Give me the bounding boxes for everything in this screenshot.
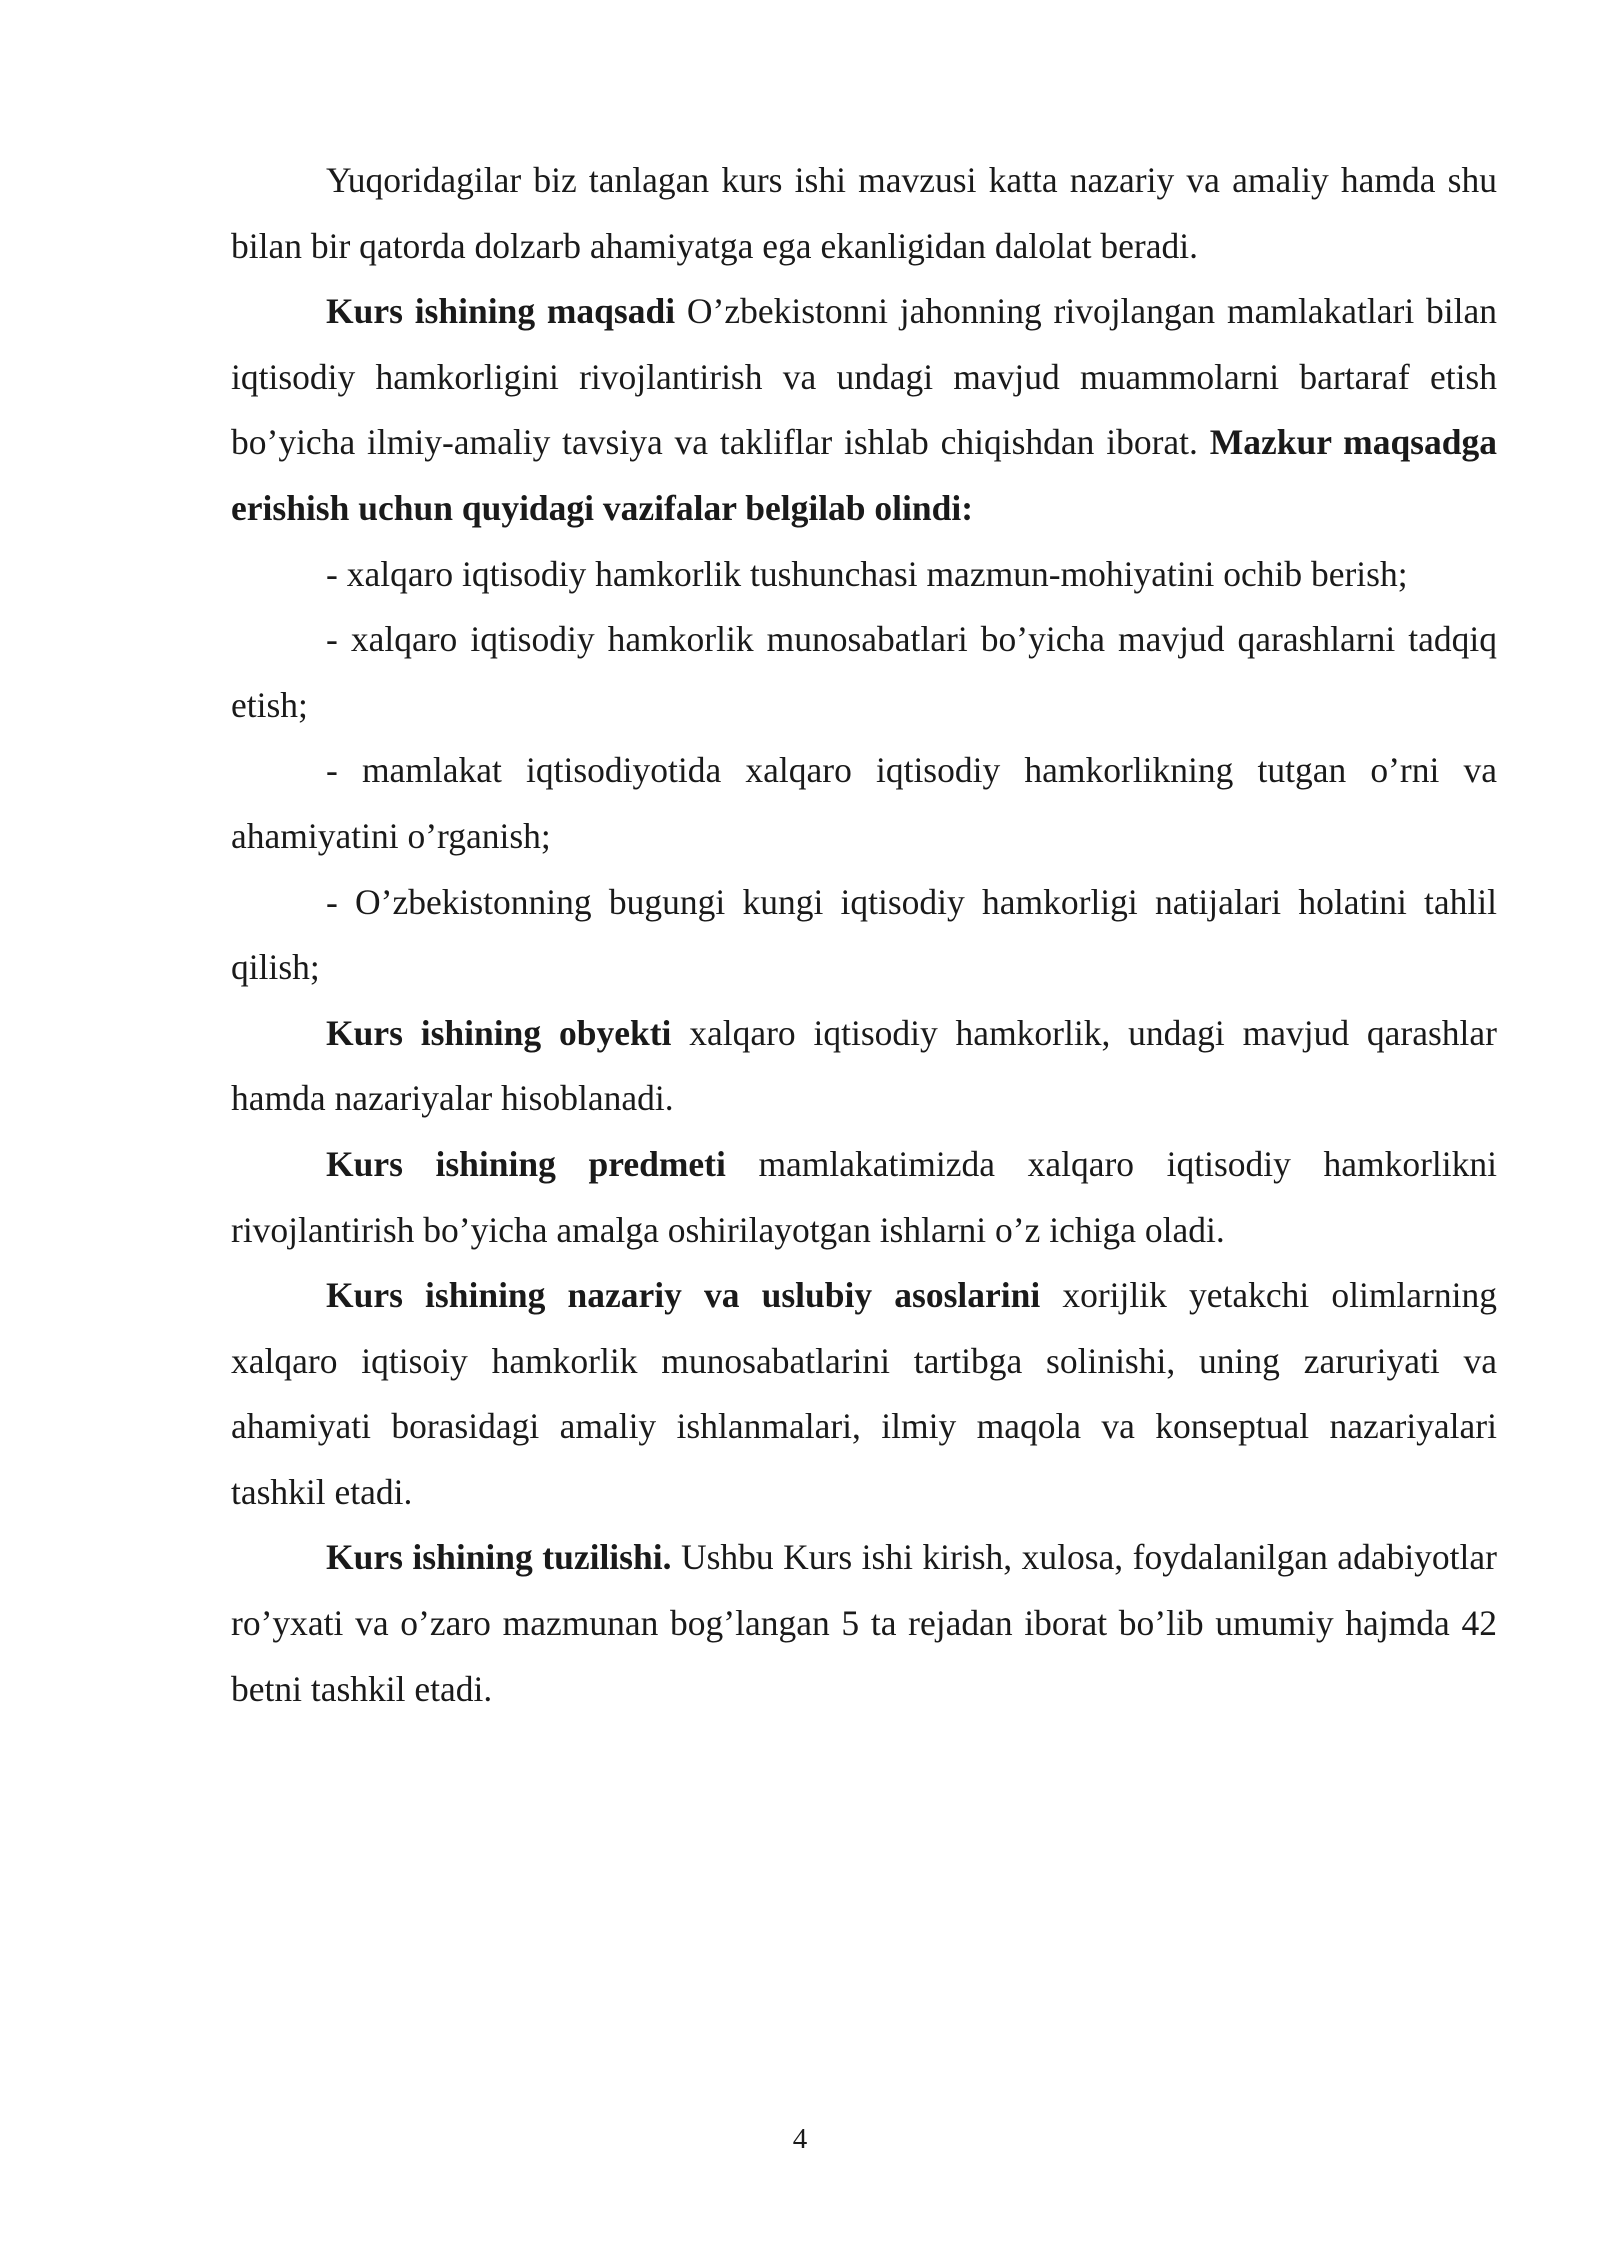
task-item bbox=[231, 607, 1497, 738]
task-text: - O’zbekistonning bugungi kungi iqtisodiy hamkorligi natijalari holatini tahlil qilish; bbox=[231, 881, 1497, 988]
task-text: - mamlakat iqtisodiyotida xalqaro iqtisodiy hamkorlikning tutgan o’rni va ahamiyatini o’rganish; bbox=[231, 750, 1497, 856]
document-body bbox=[231, 148, 1497, 1722]
structure-paragraph bbox=[231, 1525, 1497, 1722]
task-text: - xalqaro iqtisodiy hamkorlik tushunchasi mazmun-mohiyatini ochib berish; bbox=[326, 553, 1408, 594]
aim-paragraph bbox=[231, 279, 1497, 541]
object-heading: Kurs ishining obyekti bbox=[326, 1012, 672, 1053]
structure-heading: Kurs ishining tuzilishi. bbox=[326, 1537, 672, 1578]
basis-paragraph bbox=[231, 1263, 1497, 1525]
subject-paragraph bbox=[231, 1132, 1497, 1263]
basis-text: xorijlik yetakchi olimlarning xalqaro iqtisoiy hamkorlik munosabatlarini tartibga solinishi, uning zaruriyati va ahamiyati borasidagi amaliy ishlanmalari, ilmiy maqola va konseptual nazariyalari tashkil etadi. bbox=[231, 1275, 1497, 1512]
task-item bbox=[231, 738, 1497, 869]
object-text: xalqaro iqtisodiy hamkorlik, undagi mavjud qarashlar hamda nazariyalar hisoblanadi. bbox=[231, 1012, 1498, 1119]
subject-text: mamlakatimizda xalqaro iqtisodiy hamkorlikni rivojlantirish bo’yicha amalga oshirilayotgan ishlarni o’z ichiga oladi. bbox=[231, 1143, 1498, 1250]
intro-paragraph bbox=[231, 148, 1497, 279]
aim-text: O’zbekistonni jahonning rivojlangan mamlakatlari bilan iqtisodiy hamkorligini rivojlantirish va undagi mavjud muammolarni bartaraf etish bo’yicha ilmiy-amaliy tavsiya va takliflar ishlab chiqishdan iborat. bbox=[231, 291, 1497, 463]
task-item bbox=[231, 542, 1497, 608]
structure-text: Ushbu Kurs ishi kirish, xulosa, foydalanilgan adabiyotlar ro’yxati va o’zaro mazmunan bog’langan 5 ta rejadan iborat bo’lib umumiy hajmda 42 betni tashkil etadi. bbox=[231, 1537, 1497, 1709]
task-item bbox=[231, 870, 1497, 1001]
task-text: - xalqaro iqtisodiy hamkorlik munosabatlari bo’yicha mavjud qarashlarni tadqiq etish; bbox=[231, 619, 1497, 725]
basis-heading: Kurs ishining nazariy va uslubiy asoslarini bbox=[326, 1275, 1041, 1316]
intro-text: Yuqoridagilar biz tanlagan kurs ishi mavzusi katta nazariy va amaliy hamda shu bilan bir qatorda dolzarb ahamiyatga ega ekanligidan dalolat beradi. bbox=[231, 160, 1497, 266]
object-paragraph bbox=[231, 1001, 1497, 1132]
tasks-heading: Mazkur maqsadga erishish uchun quyidagi vazifalar belgilab olindi: bbox=[231, 422, 1497, 528]
aim-heading: Kurs ishining maqsadi bbox=[326, 291, 676, 332]
subject-heading: Kurs ishining predmeti bbox=[326, 1143, 726, 1184]
page-number: 4 bbox=[792, 2123, 808, 2155]
